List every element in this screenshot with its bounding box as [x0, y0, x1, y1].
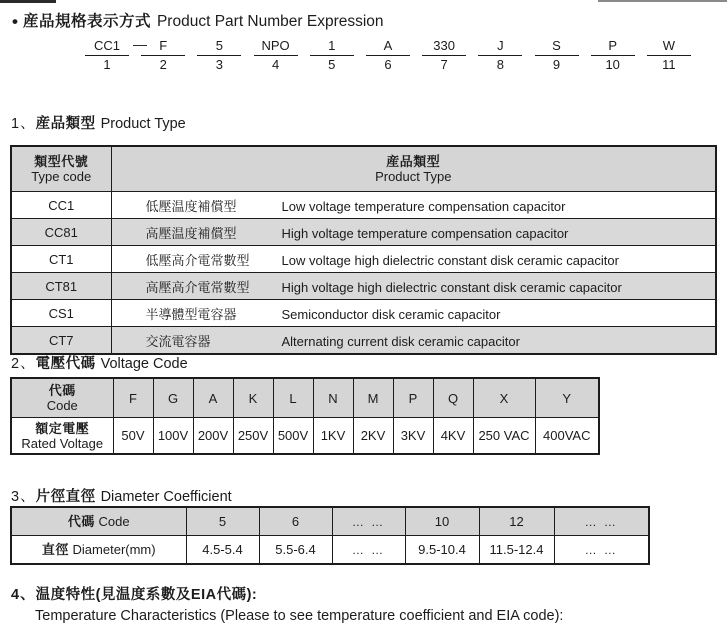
voltage-code-cell: N — [313, 378, 353, 418]
type-desc-cell — [111, 219, 716, 246]
part-number-segment — [591, 38, 635, 72]
diameter-code-label-en: Code — [98, 514, 130, 529]
section2-number: 2、 — [11, 356, 36, 372]
bullet-icon: • — [12, 12, 18, 31]
diameter-value-cell: … … — [554, 536, 649, 565]
segment-index: 1 — [103, 57, 111, 72]
part-number-segment — [422, 38, 466, 72]
diameter-value-cell: 11.5-12.4 — [479, 536, 554, 565]
type-code-cell: CC81 — [11, 219, 111, 246]
segment-index: 10 — [605, 57, 620, 72]
diameter-code-cell: … … — [332, 507, 405, 536]
voltage-value-cell: 200V — [193, 418, 233, 455]
voltage-value-cell: 3KV — [393, 418, 433, 455]
type-desc-cn: 交流電容器 — [145, 333, 211, 349]
section3-number: 3、 — [11, 489, 36, 505]
segment-index: 6 — [384, 57, 392, 72]
table-row — [11, 192, 716, 219]
header-cell-type-code — [11, 146, 111, 192]
diameter-code-cell: 12 — [479, 507, 554, 536]
scan-artifact-top-left — [0, 0, 56, 3]
type-desc-en: Semiconductor disk ceramic capacitor — [281, 306, 501, 322]
voltage-header-row — [11, 378, 599, 418]
type-desc-en: Low voltage high dielectric constant disk ceramic capacitor — [281, 252, 619, 268]
type-desc-cn: 高壓温度補償型 — [145, 225, 237, 241]
section4-title-cn: 温度特性(見温度系數及EIA代碼): — [35, 587, 258, 603]
diameter-table — [10, 506, 650, 565]
section2-title-en: Voltage Code — [100, 356, 188, 372]
scan-artifact-top-right — [598, 0, 727, 2]
diameter-value-row — [11, 536, 649, 565]
voltage-code-label-en: Code — [46, 398, 78, 413]
voltage-code-cell: L — [273, 378, 313, 418]
type-desc-cell — [111, 300, 716, 327]
diameter-header-row — [11, 507, 649, 536]
type-desc-en: High voltage high dielectric constant disk ceramic capacitor — [281, 279, 622, 295]
rated-voltage-label-cell — [11, 418, 113, 455]
diameter-value-cell: … … — [332, 536, 405, 565]
section2-heading — [11, 352, 188, 373]
segment-value: J — [478, 38, 522, 56]
table-header-row — [11, 146, 716, 192]
rated-voltage-label-cn: 額定電壓 — [35, 420, 90, 436]
part-number-segment — [85, 38, 129, 72]
diameter-value-cell: 9.5-10.4 — [405, 536, 479, 565]
voltage-value-cell: 100V — [153, 418, 193, 455]
segment-value: S — [535, 38, 579, 56]
voltage-value-cell: 250 VAC — [473, 418, 535, 455]
header-type-code-cn: 類型代號 — [34, 154, 89, 169]
type-desc-cell — [111, 246, 716, 273]
table-row — [11, 327, 716, 355]
segment-value: 1 — [310, 38, 354, 56]
segment-value: 330 — [422, 38, 466, 56]
voltage-value-cell: 50V — [113, 418, 153, 455]
voltage-code-cell: A — [193, 378, 233, 418]
section4-number: 4、 — [11, 587, 36, 603]
section1-heading — [11, 112, 186, 133]
voltage-code-table — [10, 377, 600, 455]
diameter-code-label-cell — [11, 507, 186, 536]
segment-index: 9 — [552, 57, 561, 72]
diameter-code-cell: 10 — [405, 507, 479, 536]
part-number-segment — [141, 38, 185, 72]
segment-index: 8 — [496, 57, 504, 72]
voltage-code-cell: K — [233, 378, 273, 418]
part-number-separator: — — [133, 36, 146, 52]
segment-value: CC1 — [85, 38, 129, 56]
table-row — [11, 273, 716, 300]
voltage-code-cell: M — [353, 378, 393, 418]
diameter-code-cell: 6 — [259, 507, 332, 536]
diameter-code-label-cn: 代碼 — [67, 514, 95, 529]
type-desc-cell — [111, 192, 716, 219]
type-desc-en: Alternating current disk ceramic capacitor — [281, 333, 520, 349]
voltage-value-cell: 2KV — [353, 418, 393, 455]
diameter-value-cell: 4.5-5.4 — [186, 536, 259, 565]
section1-number: 1、 — [11, 116, 36, 132]
rated-voltage-label-en: Rated Voltage — [21, 435, 104, 451]
segment-index: 7 — [440, 57, 448, 72]
section1-title-en: Product Type — [100, 116, 186, 132]
part-number-segment — [535, 38, 579, 72]
part-number-segment — [310, 38, 354, 72]
diameter-value-cell: 5.5-6.4 — [259, 536, 332, 565]
section3-title-en: Diameter Coefficient — [100, 489, 232, 505]
diameter-code-cell: … … — [554, 507, 649, 536]
voltage-code-cell: P — [393, 378, 433, 418]
product-type-table — [10, 145, 717, 355]
section1-title-cn: 産品類型 — [35, 116, 96, 132]
part-number-segment — [647, 38, 691, 72]
voltage-code-cell: X — [473, 378, 535, 418]
type-desc-cell — [111, 273, 716, 300]
type-desc-en: Low voltage temperature compensation capacitor — [281, 198, 566, 214]
type-desc-cn: 低壓高介電常數型 — [145, 252, 250, 268]
type-code-cell: CT81 — [11, 273, 111, 300]
voltage-value-cell: 1KV — [313, 418, 353, 455]
header-product-type-en: Product Type — [375, 169, 452, 184]
voltage-code-cell: Y — [535, 378, 599, 418]
segment-value: W — [647, 38, 691, 56]
part-number-segment — [197, 38, 241, 72]
diameter-label-en: Diameter(mm) — [72, 542, 156, 557]
page-title-cn: 産品規格表示方式 — [22, 13, 151, 30]
part-number-segment — [366, 38, 410, 72]
type-code-cell: CS1 — [11, 300, 111, 327]
header-cell-product-type — [111, 146, 716, 192]
voltage-code-cell: F — [113, 378, 153, 418]
section3-title-cn: 片徑直徑 — [35, 489, 96, 505]
page-title-en: Product Part Number Expression — [156, 13, 384, 30]
segment-value: P — [591, 38, 635, 56]
diameter-code-cell: 5 — [186, 507, 259, 536]
type-code-cell: CT1 — [11, 246, 111, 273]
type-desc-en: High voltage temperature compensation capacitor — [281, 225, 569, 241]
voltage-code-cell: Q — [433, 378, 473, 418]
section3-heading — [11, 485, 232, 506]
segment-value: A — [366, 38, 410, 56]
voltage-code-label-cell — [11, 378, 113, 418]
type-desc-cn: 半導體型電容器 — [145, 306, 237, 322]
type-desc-cn: 高壓高介電常數型 — [145, 279, 250, 295]
voltage-value-cell: 400VAC — [535, 418, 599, 455]
page-title — [12, 9, 384, 32]
segment-index: 11 — [662, 57, 676, 72]
segment-value: NPO — [254, 38, 298, 56]
table-row — [11, 300, 716, 327]
type-code-cell: CC1 — [11, 192, 111, 219]
type-desc-cn: 低壓温度補償型 — [145, 198, 237, 214]
voltage-value-cell: 250V — [233, 418, 273, 455]
segment-index: 4 — [271, 57, 280, 72]
part-number-segment — [478, 38, 522, 72]
header-type-code-en: Type code — [31, 169, 92, 184]
segment-index: 5 — [328, 57, 336, 72]
section4-heading — [11, 583, 257, 604]
segment-value: 5 — [197, 38, 241, 56]
voltage-code-label-cn: 代碼 — [48, 383, 76, 398]
part-number-expression — [85, 38, 691, 72]
diameter-label-cell — [11, 536, 186, 565]
header-product-type-cn: 産品類型 — [386, 154, 441, 169]
type-desc-cell — [111, 327, 716, 355]
part-number-segment — [254, 38, 298, 72]
section4-body-en: Temperature Characteristics (Please to see temperature coefficient and EIA code): — [35, 608, 564, 624]
voltage-value-cell: 500V — [273, 418, 313, 455]
table-row — [11, 246, 716, 273]
voltage-value-row — [11, 418, 599, 455]
table-row — [11, 219, 716, 246]
section2-title-cn: 電壓代碼 — [35, 356, 96, 372]
segment-index: 2 — [159, 57, 167, 72]
voltage-code-cell: G — [153, 378, 193, 418]
type-code-cell: CT7 — [11, 327, 111, 355]
segment-value: F — [141, 38, 185, 56]
segment-index: 3 — [215, 57, 223, 72]
voltage-value-cell: 4KV — [433, 418, 473, 455]
diameter-label-cn: 直徑 — [41, 542, 69, 557]
